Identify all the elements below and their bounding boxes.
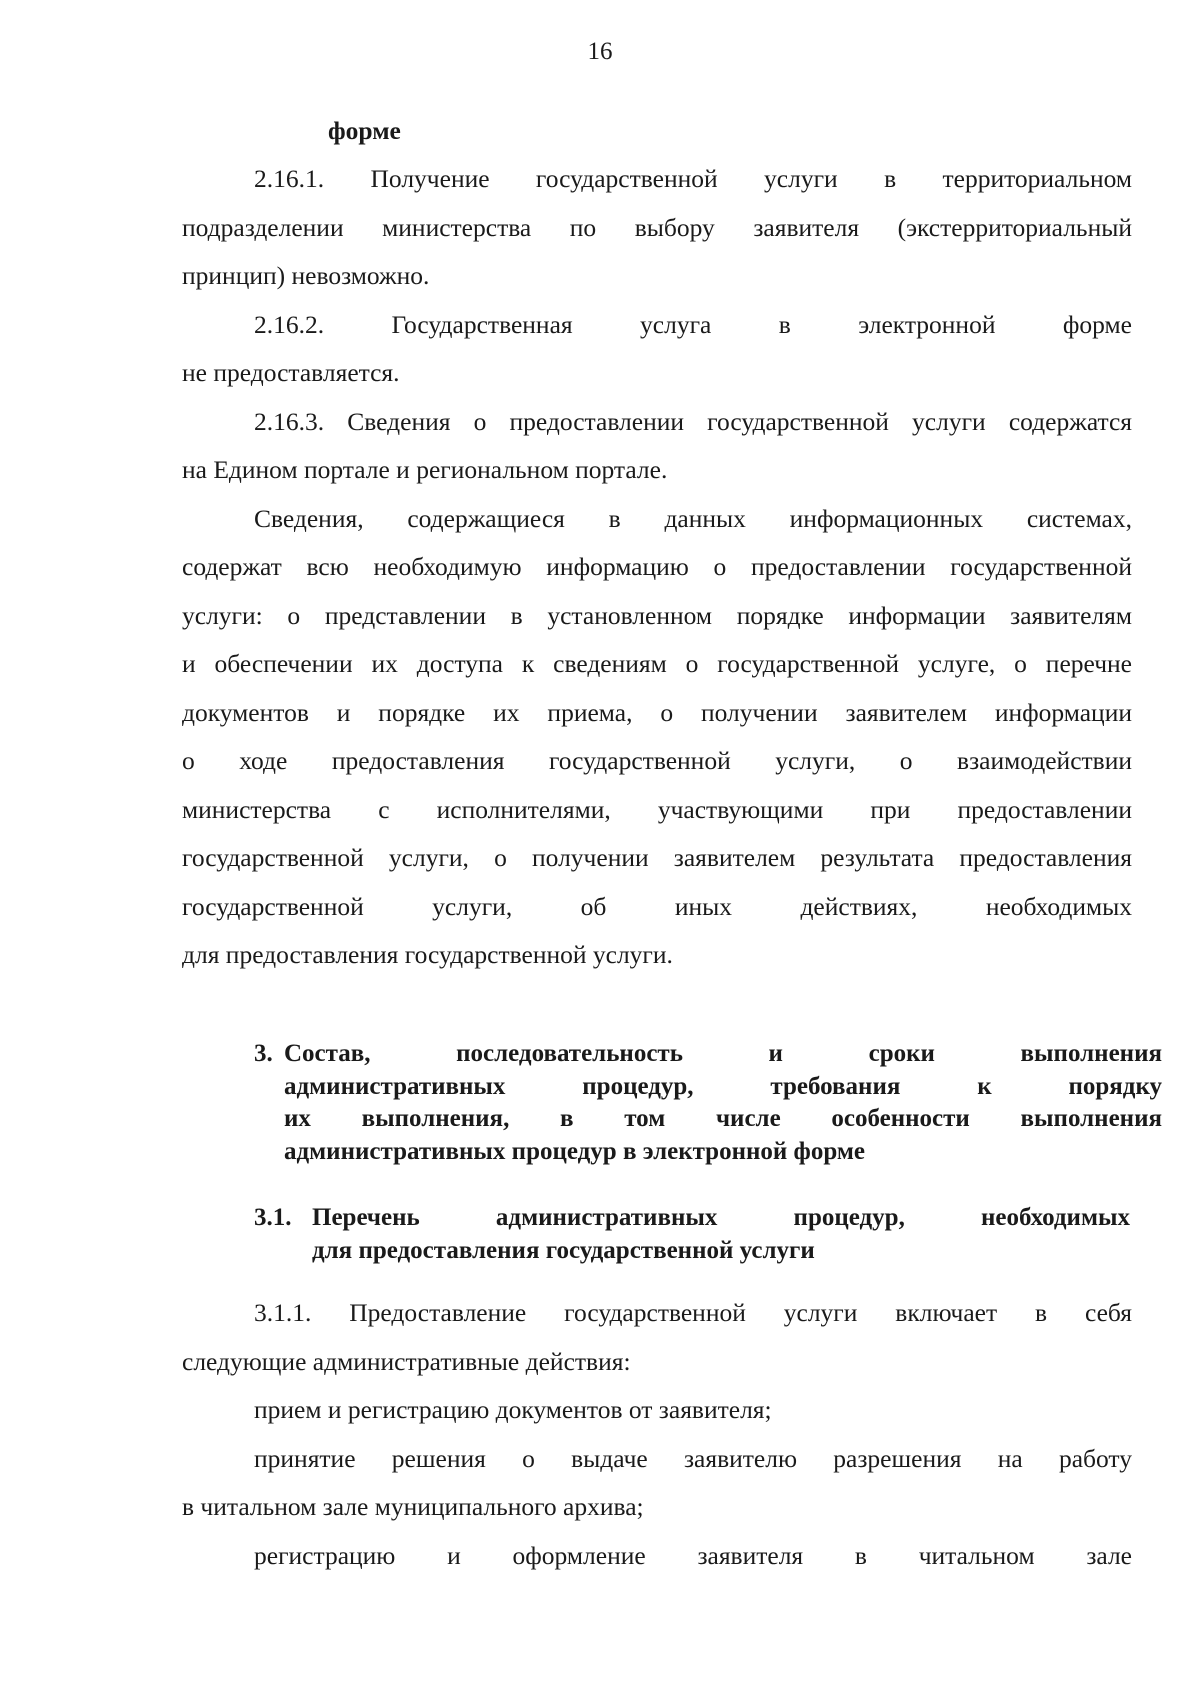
text-line: о ходе предоставления государственной услуги, о взаимодействии: [182, 746, 1132, 775]
text-line: принятие решения о выдаче заявителю разрешения на работу: [254, 1443, 1132, 1473]
text-line: не предоставляется.: [182, 358, 400, 387]
heading-line: Перечень административных процедур, необходимых: [312, 1204, 1130, 1231]
paragraph-2-16-1: [182, 155, 1132, 301]
section-3-1-heading: [254, 1202, 1130, 1267]
heading-continuation: форме: [328, 116, 401, 145]
list-item: [182, 1532, 1132, 1581]
text-line: 2.16.3. Сведения о предоставлении государственной услуги содержатся: [254, 406, 1132, 436]
text-line: в читальном зале муниципального архива;: [182, 1492, 644, 1521]
text-line: государственной услуги, о получении заявителем результата предоставления: [182, 843, 1132, 872]
text-line: принцип) невозможно.: [182, 261, 430, 290]
heading-line: для предоставления государственной услуги: [312, 1236, 815, 1264]
text-line: услуги: о представлении в установленном порядке информации заявителям: [182, 600, 1132, 630]
text-line: прием и регистрацию документов от заявителя;: [254, 1395, 772, 1424]
text-line: на Едином портале и региональном портале.: [182, 455, 668, 484]
section-number: 3.1.: [254, 1204, 292, 1231]
list-item: [182, 1435, 1132, 1532]
section-3-heading: [254, 1038, 1162, 1168]
text-line: 2.16.2. Государственная услуга в электронной форме: [254, 309, 1132, 339]
body-text-block-1: [182, 155, 1132, 980]
heading-line: административных процедур, требования к порядку: [284, 1072, 1162, 1100]
text-line: министерства с исполнителями, участвующими при предоставлении: [182, 794, 1132, 824]
heading-line: их выполнения, в том числе особенности выполнения: [284, 1105, 1162, 1132]
heading-line: Состав, последовательность и сроки выполнения: [284, 1040, 1162, 1067]
text-line: регистрацию и оформление заявителя в читальном зале: [254, 1540, 1132, 1570]
heading-line: административных процедур в электронной форме: [284, 1137, 865, 1165]
paragraph-info-systems: [182, 495, 1132, 980]
text-line: для предоставления государственной услуги.: [182, 940, 673, 969]
text-line: 3.1.1. Предоставление государственной услуги включает в себя: [254, 1298, 1132, 1327]
text-line: следующие административные действия:: [182, 1346, 631, 1376]
paragraph-2-16-2: [182, 301, 1132, 398]
text-line: документов и порядке их приема, о получении заявителем информации: [182, 697, 1132, 727]
section-number: 3.: [254, 1040, 273, 1067]
paragraph-3-1-1: [182, 1289, 1132, 1386]
text-line: подразделении министерства по выбору заявителя (экстерриториальный: [182, 212, 1132, 242]
list-item: [182, 1386, 1132, 1435]
text-line: государственной услуги, об иных действиях, необходимых: [182, 891, 1132, 921]
page-number: 16: [587, 38, 613, 65]
text-line: Сведения, содержащиеся в данных информационных системах,: [254, 503, 1132, 533]
text-line: содержат всю необходимую информацию о предоставлении государственной: [182, 552, 1132, 581]
text-line: и обеспечении их доступа к сведениям о государственной услуге, о перечне: [182, 649, 1132, 678]
body-text-block-2: [182, 1289, 1132, 1580]
paragraph-2-16-3: [182, 398, 1132, 495]
text-line: 2.16.1. Получение государственной услуги в территориальном: [254, 164, 1132, 193]
